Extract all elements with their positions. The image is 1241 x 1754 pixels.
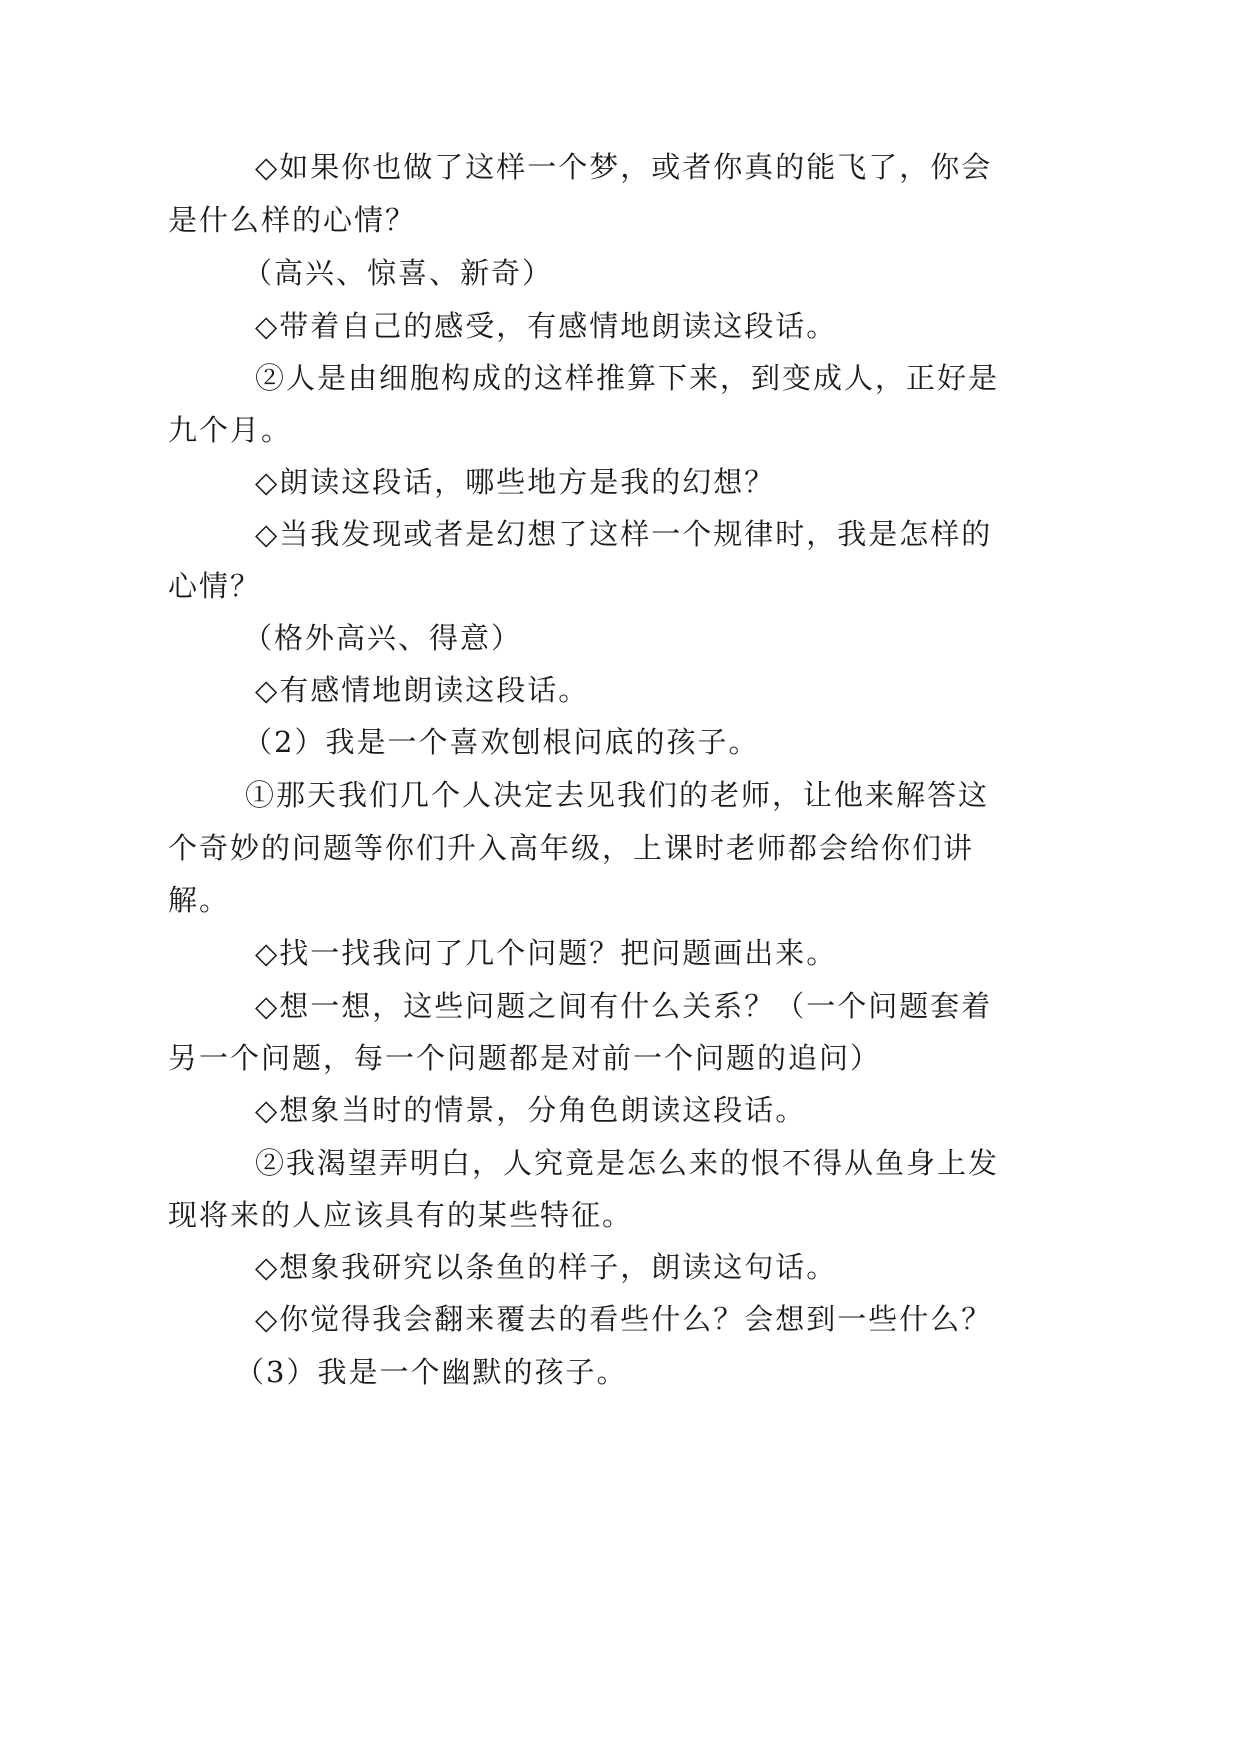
paragraph-line: ◇想一想，这些问题之间有什么关系？（一个问题套着 (255, 989, 993, 1023)
paragraph-line: ◇如果你也做了这样一个梦，或者你真的能飞了，你会 (255, 150, 993, 184)
paragraph-line: 另一个问题，每一个问题都是对前一个问题的追问） (168, 1041, 882, 1075)
paragraph-line: （2）我是一个喜欢刨根问底的孩子。 (243, 725, 760, 759)
paragraph-line: 心情？ (168, 569, 262, 603)
paragraph-line: ◇当我发现或者是幻想了这样一个规律时，我是怎样的 (255, 517, 993, 551)
paragraph-line: ◇想象我研究以条鱼的样子，朗读这句话。 (255, 1250, 838, 1284)
paragraph-line: ②我渴望弄明白，人究竟是怎么来的恨不得从鱼身上发 (255, 1146, 1000, 1180)
paragraph-line: ◇有感情地朗读这段话。 (255, 673, 590, 707)
paragraph-line: （3）我是一个幽默的孩子。 (235, 1355, 628, 1389)
paragraph-line: 解。 (168, 883, 231, 917)
paragraph-line: ◇你觉得我会翻来覆去的看些什么？会想到一些什么？ (255, 1302, 993, 1336)
paragraph-line: 九个月。 (168, 413, 293, 447)
paragraph-line: 个奇妙的问题等你们升入高年级，上课时老师都会给你们讲 (168, 831, 975, 865)
paragraph-line: （高兴、惊喜、新奇） (243, 256, 554, 290)
paragraph-line: ①那天我们几个人决定去见我们的老师，让他来解答这 (245, 778, 990, 812)
paragraph-line: 是什么样的心情？ (168, 203, 417, 237)
paragraph-line: ◇想象当时的情景，分角色朗读这段话。 (255, 1093, 807, 1127)
paragraph-line: （格外高兴、得意） (243, 621, 523, 655)
paragraph-line: ◇找一找我问了几个问题？把问题画出来。 (255, 936, 838, 970)
paragraph-line: 现将来的人应该具有的某些特征。 (168, 1198, 634, 1232)
paragraph-line: ◇带着自己的感受，有感情地朗读这段话。 (255, 309, 838, 343)
paragraph-line: ②人是由细胞构成的这样推算下来，到变成人，正好是 (255, 361, 1000, 395)
paragraph-line: ◇朗读这段话，哪些地方是我的幻想？ (255, 465, 776, 499)
